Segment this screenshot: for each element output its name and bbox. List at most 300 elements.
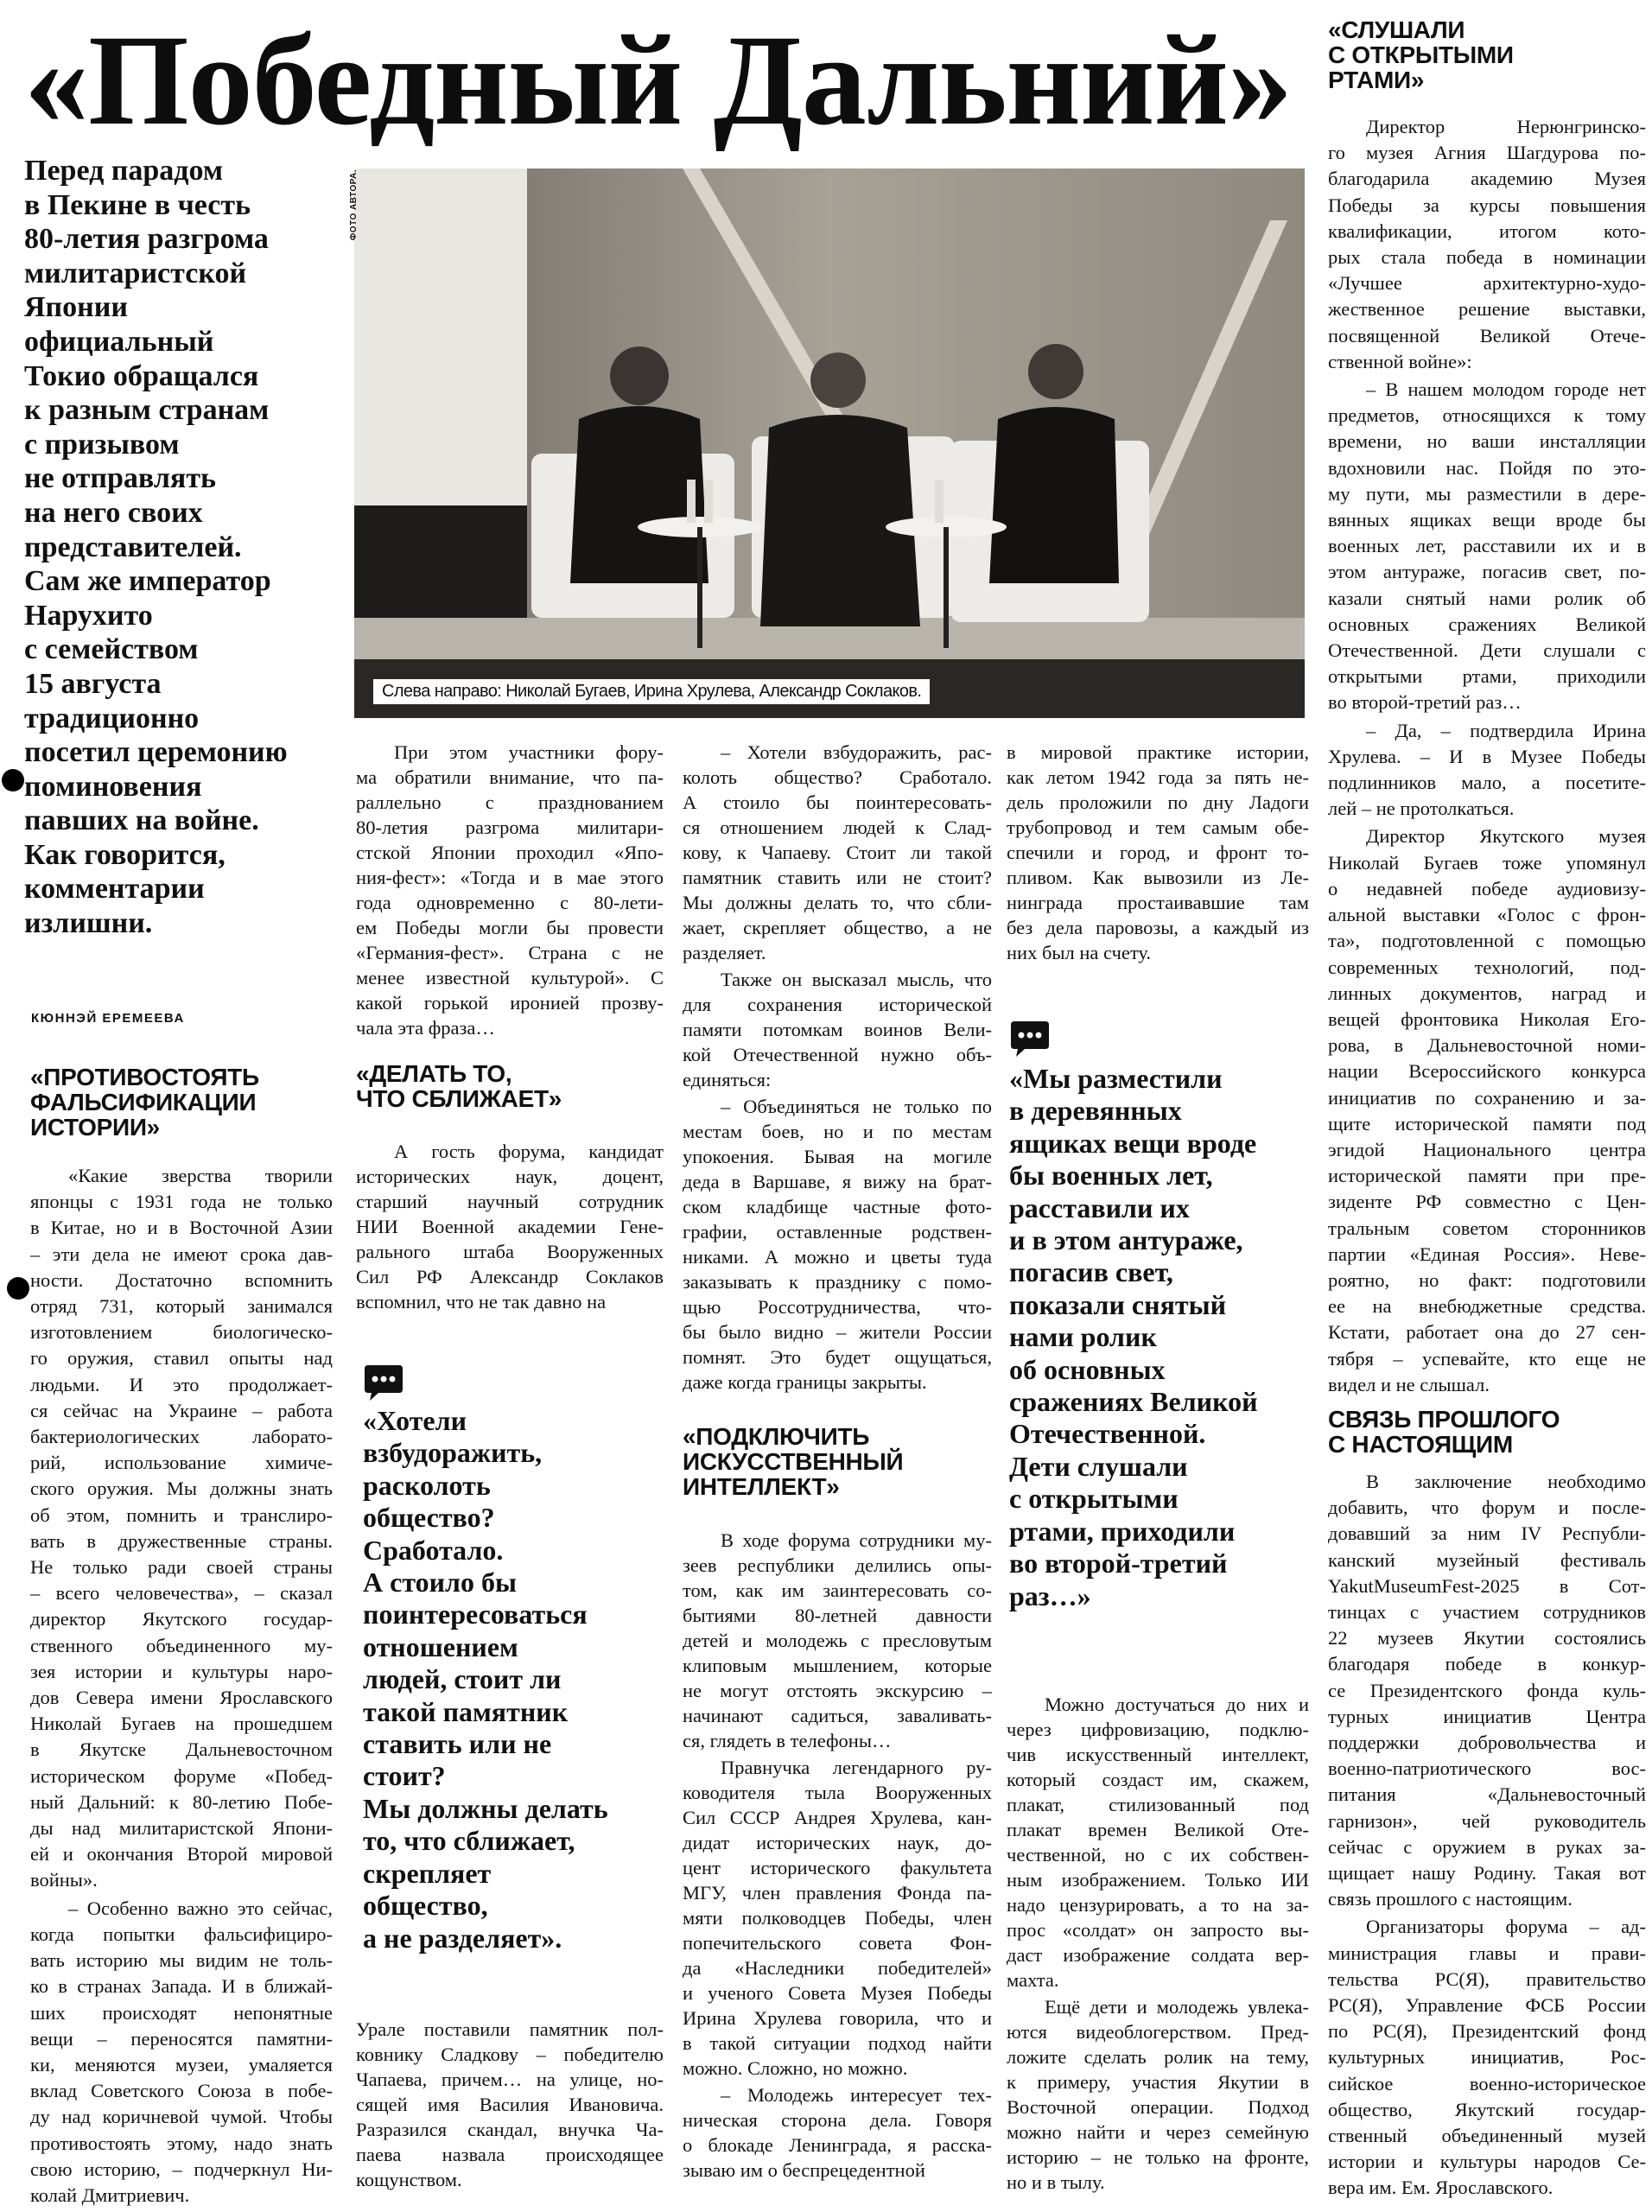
text-line: спечили и город, и фронт то- bbox=[1007, 842, 1309, 863]
article-photo bbox=[354, 168, 1305, 718]
text-line: вещей фронтовика Николая Его- bbox=[1328, 1007, 1646, 1030]
text-line: «Мы разместили bbox=[1009, 1063, 1223, 1094]
text-line: альной выставки «Голос с фрон- bbox=[1328, 904, 1646, 926]
text-line: рий, использование химиче- bbox=[30, 1452, 333, 1474]
text-line: дов Севера имени Ярославского bbox=[30, 1687, 333, 1709]
text-line: дидат исторических наук, до- bbox=[683, 1832, 992, 1853]
paragraph bbox=[30, 1163, 333, 1894]
text-line: нами ролик bbox=[1009, 1321, 1157, 1353]
text-line: надо цензурировать, а то на за- bbox=[1007, 1894, 1309, 1916]
paragraph bbox=[1328, 718, 1646, 823]
text-line: во второй-третий bbox=[1009, 1548, 1228, 1580]
text-line: предметов, относящихся к тому bbox=[1328, 404, 1646, 427]
text-line: раллельно с празднованием bbox=[356, 791, 664, 813]
text-line: военно-патриотического вос- bbox=[1328, 1758, 1646, 1780]
text-line: плакат времен Великой Оте- bbox=[1007, 1819, 1309, 1840]
punch-hole bbox=[7, 1277, 29, 1300]
text-line: ным изображением. Только ИИ bbox=[1007, 1869, 1309, 1891]
text-line: – Молодежь интересует тех- bbox=[721, 2084, 992, 2106]
text-line: «Германия-фест». Страна с не bbox=[356, 942, 664, 963]
text-line: раз…» bbox=[1009, 1580, 1091, 1611]
text-line: Сил РФ Александр Соклаков bbox=[356, 1266, 664, 1287]
text-line: противостоять этому, надо знать bbox=[30, 2132, 333, 2154]
text-line: Разразился скандал, внучка Ча- bbox=[356, 2119, 664, 2140]
text-line: – Объединяться не только по bbox=[721, 1096, 992, 1117]
text-line: не могут отстоять экскурсию – bbox=[683, 1680, 992, 1701]
text-line: милитаристской bbox=[24, 257, 247, 289]
paragraph bbox=[1328, 114, 1646, 375]
text-line: для сохранения исторической bbox=[683, 994, 992, 1015]
text-line: – Хотели взбудоражить, рас- bbox=[721, 741, 992, 763]
text-line: людей, стоит ли bbox=[363, 1663, 562, 1695]
text-line: ководителя тыла Вооруженных bbox=[683, 1782, 992, 1803]
text-line: можно найти и через семейную bbox=[1007, 2121, 1309, 2143]
text-line: открытыми ртами, приходили bbox=[1328, 665, 1646, 688]
text-line: инициатив по сохранению и за- bbox=[1328, 1086, 1646, 1109]
text-line: бактериологических лаборато- bbox=[30, 1426, 333, 1448]
text-line: рова, в Дальневосточной номи- bbox=[1328, 1034, 1646, 1057]
text-line: менее известной культурой». С bbox=[356, 967, 664, 988]
text-line: тинцах с участием сотрудников bbox=[1328, 1601, 1646, 1624]
text-line: 22 музеев Якутии состоялись bbox=[1328, 1627, 1646, 1649]
text-line: даже когда границы закрыты. bbox=[683, 1371, 927, 1393]
text-line: то, что сближает, bbox=[363, 1825, 575, 1857]
text-line: в Китае, но и в Восточной Азии bbox=[30, 1217, 333, 1239]
text-line: том, как им заинтересовать со- bbox=[683, 1580, 992, 1601]
text-line: общество, Якутский государ- bbox=[1328, 2098, 1646, 2120]
text-line: 15 августа bbox=[24, 667, 162, 700]
text-line: поминовения bbox=[24, 770, 202, 803]
text-line: войны». bbox=[30, 1869, 98, 1891]
text-line: взбудоражить, bbox=[363, 1437, 543, 1469]
text-line: лей – не протолкаться. bbox=[1328, 798, 1515, 820]
text-line: С ОТКРЫТЫМИ bbox=[1328, 41, 1514, 68]
text-line: Как говорится, bbox=[24, 838, 226, 871]
text-line: РС(Я), Управление ФСБ России bbox=[1328, 1994, 1646, 2017]
text-line: паева назвала происходящее bbox=[356, 2144, 664, 2165]
text-line: к разным странам bbox=[24, 394, 270, 427]
text-line: «ПРОТИВОСТОЯТЬ bbox=[30, 1064, 259, 1090]
text-line: показали снятый bbox=[1009, 1288, 1227, 1320]
text-line: ются видеоблогерством. Пред- bbox=[1007, 2021, 1309, 2043]
paragraph bbox=[683, 1755, 992, 2081]
text-line: колоть общество? Сработало. bbox=[683, 766, 992, 788]
text-line: Отечественной. Дети слушали с bbox=[1328, 639, 1646, 662]
text-line: вдохновили нас. Пойдя по это- bbox=[1328, 456, 1646, 479]
article-column-5-text bbox=[1328, 114, 1646, 1400]
text-line: прос «солдат» он запросто вы- bbox=[1007, 1919, 1309, 1941]
paragraph bbox=[1328, 17, 1646, 92]
text-line: расколоть bbox=[363, 1469, 491, 1501]
paragraph bbox=[356, 740, 664, 1040]
text-line: об этом, помнить и транслиро- bbox=[30, 1503, 333, 1526]
text-line: бытиями 80-летней давности bbox=[683, 1605, 992, 1626]
text-line: начинают садиться, заваливать- bbox=[683, 1705, 992, 1726]
text-line: В заключение необходимо bbox=[1366, 1471, 1646, 1492]
text-line: Чапаева, причем… на улице, но- bbox=[356, 2069, 664, 2090]
text-line: ФАЛЬСИФИКАЦИИ bbox=[30, 1089, 257, 1116]
text-line: исторической памяти при пре- bbox=[1328, 1165, 1646, 1187]
text-line: директор Якутского государ- bbox=[30, 1608, 333, 1630]
text-line: который создаст им, скажем, bbox=[1007, 1769, 1309, 1790]
text-line: А стоило бы bbox=[363, 1567, 517, 1599]
text-line: нинграда простаивавшие там bbox=[1007, 892, 1309, 913]
paragraph bbox=[1328, 377, 1646, 716]
text-line: министрация главы и прави- bbox=[1328, 1942, 1646, 1964]
text-line: Директор Якутского музея bbox=[1366, 825, 1646, 848]
paragraph bbox=[1007, 1994, 1309, 2195]
text-line: роятно, но факт: подготовили bbox=[1328, 1268, 1646, 1291]
text-line: посетил церемонию bbox=[24, 736, 288, 769]
text-line: Мы должны делать то, что сбли- bbox=[683, 892, 992, 913]
text-line: Восточной операции. Подход bbox=[1007, 2096, 1309, 2118]
text-line: ся сейчас на Украине – работа bbox=[30, 1399, 333, 1421]
text-line: этом антураже, погасив свет, по- bbox=[1328, 561, 1646, 583]
text-line: дель проложили по дну Ладоги bbox=[1007, 791, 1309, 813]
text-line: Сам же император bbox=[24, 565, 271, 598]
text-line: Директор Нерюнгринско- bbox=[1366, 116, 1646, 137]
text-line: «Лучшее архитектурно-худо- bbox=[1328, 272, 1646, 295]
text-line: ду над коричневой чумой. Чтобы bbox=[30, 2106, 333, 2128]
text-line: щите исторической памяти под bbox=[1328, 1112, 1646, 1135]
paragraph bbox=[683, 740, 992, 965]
text-line: традиционно bbox=[24, 702, 200, 734]
text-line: ЧТО СБЛИЖАЕТ» bbox=[356, 1085, 562, 1112]
text-line: упокоения. Бывая на могиле bbox=[683, 1146, 992, 1167]
text-line: ды над милитаристской Япони- bbox=[30, 1817, 333, 1840]
text-line: памятник ставить или не стоит? bbox=[683, 867, 992, 888]
text-line: квалификации, итогом кото- bbox=[1328, 219, 1646, 242]
text-line: колай Дмитриевич. bbox=[30, 2183, 190, 2206]
text-line: стской Японии проходил «Япо- bbox=[356, 842, 664, 863]
text-line: ма обратили внимание, что па- bbox=[356, 766, 664, 788]
paragraph bbox=[1328, 1914, 1646, 2201]
text-line: и в этом антураже, bbox=[1009, 1224, 1243, 1256]
text-line: РТАМИ» bbox=[1328, 67, 1425, 93]
text-line: детей и молодежь с пресловутым bbox=[683, 1630, 992, 1651]
text-line: зеев республики делились опы- bbox=[683, 1554, 992, 1576]
text-line: а не разделяет». bbox=[363, 1922, 562, 1954]
text-line: можно. Сложно, но можно. bbox=[683, 2057, 908, 2079]
text-line: вать историю мы видим не толь- bbox=[30, 1949, 333, 1972]
text-line: го музея Агния Шагдурова по- bbox=[1328, 142, 1646, 164]
text-line: старший научный сотрудник bbox=[356, 1191, 664, 1212]
text-line: рых стала победа в номинации bbox=[1328, 246, 1646, 269]
text-line: «СЛУШАЛИ bbox=[1328, 16, 1465, 43]
text-line: кой Отечественной нужно объ- bbox=[683, 1044, 992, 1065]
subheading bbox=[1328, 17, 1646, 92]
text-line: Нарухито bbox=[24, 599, 153, 632]
text-line: через цифровизацию, подклю- bbox=[1007, 1719, 1309, 1740]
text-line: зиденте РФ совместно с Цен- bbox=[1328, 1191, 1646, 1213]
text-line: общество? bbox=[363, 1502, 495, 1534]
text-line: в Якутске Дальневосточном bbox=[30, 1738, 333, 1761]
article-column-2-text bbox=[356, 2017, 664, 2194]
paragraph bbox=[356, 2017, 664, 2192]
article-column-4-text bbox=[1007, 740, 1309, 967]
text-line: местам боев, но и по местам bbox=[683, 1121, 992, 1142]
text-line: казали снятый нами ролик об bbox=[1328, 587, 1646, 609]
text-line: излишни. bbox=[24, 907, 153, 940]
text-line: с призывом bbox=[24, 428, 180, 461]
text-line: людьми. И это продолжает- bbox=[30, 1373, 333, 1395]
text-line: жает, скрепляет общество, а не bbox=[683, 917, 992, 938]
punch-hole bbox=[2, 769, 24, 791]
text-line: тельства РС(Я), правительство bbox=[1328, 1967, 1646, 1990]
text-line: Правнучка легендарного ру- bbox=[721, 1757, 992, 1778]
text-line: плакат, стилизованный под bbox=[1007, 1794, 1309, 1815]
text-line: ей и окончания Второй мировой bbox=[30, 1843, 333, 1866]
article-column-3-text bbox=[683, 740, 992, 1396]
text-line: ее на внебюджетные средства. bbox=[1328, 1295, 1646, 1318]
text-line: на него своих bbox=[24, 496, 203, 529]
text-line: скрепляет bbox=[363, 1857, 492, 1889]
text-line: зея истории и культуры наро- bbox=[30, 1660, 333, 1682]
text-line: Перед парадом bbox=[24, 155, 223, 187]
text-line: историческом форуме «Побед- bbox=[30, 1764, 333, 1787]
text-line: та», подготовленной с помощью bbox=[1328, 930, 1646, 952]
text-line: Победы за курсы повышения bbox=[1328, 194, 1646, 216]
text-line: помнят. Это будет ощущаться, bbox=[683, 1346, 992, 1368]
text-line: свою историю, – подчеркнул Ни- bbox=[30, 2158, 333, 2180]
article-column-3-text bbox=[683, 1528, 992, 2184]
text-line: зываю им о беспрецедентной bbox=[683, 2159, 925, 2181]
text-line: ртами, приходили bbox=[1009, 1515, 1236, 1547]
text-line: ших происходят непонятные bbox=[30, 2001, 333, 2024]
text-line: жественное решение выставки, bbox=[1328, 298, 1646, 321]
text-line: вать в дружественные страны. bbox=[30, 1529, 333, 1552]
text-line: к примеру, участия Якутии в bbox=[1007, 2071, 1309, 2093]
text-line: отношением bbox=[363, 1630, 518, 1662]
article-column-2-text bbox=[356, 1139, 664, 1316]
text-line: исторических наук, доцент, bbox=[356, 1166, 664, 1187]
article-column-5-text bbox=[1328, 1469, 1646, 2203]
headline: «Победный Дальний» bbox=[24, 9, 1292, 152]
text-line: ническая сторона дела. Говоря bbox=[683, 2109, 992, 2131]
text-line: сийское военно-историческое bbox=[1328, 2072, 1646, 2094]
paragraph bbox=[1009, 1063, 1312, 1612]
text-line: погасив свет, bbox=[1009, 1256, 1173, 1288]
paragraph bbox=[1007, 1692, 1309, 1993]
text-line: – В нашем молодом городе нет bbox=[1366, 378, 1646, 401]
text-line: партии «Единая Россия». Неве- bbox=[1328, 1243, 1646, 1265]
text-line: изготовлением биологическо- bbox=[30, 1321, 333, 1344]
text-line: да «Наследники победителей» bbox=[683, 1957, 992, 1979]
text-line: историю – не только на фронте, bbox=[1007, 2146, 1309, 2168]
text-line: в такой ситуации подход найти bbox=[683, 2032, 992, 2054]
text-line: ем Победы могли бы провести bbox=[356, 917, 664, 938]
text-line: трубопровод и тем самым обе- bbox=[1007, 817, 1309, 838]
text-line: го оружия, ставил опыты над bbox=[30, 1347, 333, 1370]
text-line: се Президентского фонда куль- bbox=[1328, 1679, 1646, 1701]
text-line: эгидой Национального центра bbox=[1328, 1138, 1646, 1160]
text-line: «ДЕЛАТЬ ТО, bbox=[356, 1060, 512, 1087]
text-line: ственного объединенного му- bbox=[30, 1634, 333, 1656]
text-line: «Хотели bbox=[363, 1405, 467, 1436]
paragraph bbox=[356, 1061, 664, 1111]
text-line: никами. А можно и цветы туда bbox=[683, 1246, 992, 1268]
text-line: и ученого Совета Музея Победы bbox=[683, 1982, 992, 2004]
pull-quote bbox=[1009, 1063, 1312, 1612]
text-line: поддержки добровольчества и bbox=[1328, 1732, 1646, 1754]
text-line: кощунством. bbox=[356, 2169, 462, 2190]
text-line: о блокаде Ленинграда, я расска- bbox=[683, 2134, 992, 2156]
text-line: стоит? bbox=[363, 1760, 446, 1792]
text-line: ского оружия. Мы должны знать bbox=[30, 1478, 333, 1500]
speech-bubble-icon bbox=[1009, 1020, 1051, 1058]
text-line: Кстати, работает она до 27 сен- bbox=[1328, 1321, 1646, 1344]
text-line: Сил СССР Андрея Хрулева, кан- bbox=[683, 1807, 992, 1828]
text-line: памяти потомкам воинов Вели- bbox=[683, 1019, 992, 1040]
text-line: сящей имя Василия Ивановича. bbox=[356, 2094, 664, 2115]
text-line: С НАСТОЯЩИМ bbox=[1328, 1431, 1513, 1458]
text-line: основных сражениях Великой bbox=[1328, 613, 1646, 635]
text-line: – Да, – подтвердила Ирина bbox=[1366, 719, 1646, 741]
text-line: официальный bbox=[24, 325, 214, 358]
lead-paragraph bbox=[24, 154, 335, 941]
text-line: Также он высказал мысль, что bbox=[721, 969, 992, 990]
paragraph bbox=[683, 1094, 992, 1395]
text-line: современных технологий, под- bbox=[1328, 956, 1646, 978]
text-line: разделяет. bbox=[683, 942, 766, 963]
text-line: гарнизон», чей руководитель bbox=[1328, 1809, 1646, 1832]
text-line: ся, глядеть в телефоны… bbox=[683, 1730, 892, 1751]
author-byline: КЮННЭЙ ЕРЕМЕЕВА bbox=[31, 1011, 185, 1026]
text-line: ственной войне»: bbox=[1328, 350, 1472, 372]
subheading bbox=[1328, 1407, 1646, 1457]
text-line: чественной, но с их собствен- bbox=[1007, 1844, 1309, 1866]
text-line: с семейством bbox=[24, 633, 199, 666]
text-line: когда попытки фальсифициро- bbox=[30, 1923, 333, 1945]
text-line: При этом участники фору- bbox=[394, 741, 664, 763]
text-line: ственный объединенный музей bbox=[1328, 2125, 1646, 2147]
text-line: В ходе форума сотрудники му- bbox=[721, 1529, 992, 1551]
pull-quote bbox=[363, 1405, 665, 1955]
text-line: нации Всероссийского конкурса bbox=[1328, 1060, 1646, 1083]
text-line: Ирина Хрулева говорила, что и bbox=[683, 2007, 992, 2029]
paragraph bbox=[683, 967, 992, 1092]
paragraph bbox=[363, 1405, 665, 1955]
text-line: ИНТЕЛЛЕКТ» bbox=[683, 1473, 840, 1500]
text-line: попечительского совета Фон- bbox=[683, 1932, 992, 1954]
text-line: 80-летия разгрома милитари- bbox=[356, 817, 664, 838]
text-line: общество, bbox=[363, 1890, 488, 1922]
text-line: ко в странах Запада. И в ближай- bbox=[30, 1975, 333, 1998]
text-line: Хрулева. – И в Музее Победы bbox=[1328, 745, 1646, 767]
text-line: НИИ Военной академии Гене- bbox=[356, 1216, 664, 1237]
text-line: них был на счету. bbox=[1007, 942, 1152, 963]
text-line: А стоило бы поинтересовать- bbox=[683, 791, 992, 813]
text-line: посвященной Великой Отече- bbox=[1328, 324, 1646, 346]
text-line: Японии bbox=[24, 291, 128, 324]
photo-credit: ФОТО АВТОРА. bbox=[349, 169, 359, 241]
text-line: бы военных лет, bbox=[1009, 1160, 1213, 1192]
speech-bubble-icon bbox=[363, 1363, 404, 1402]
text-line: военных лет, расставили их и в bbox=[1328, 535, 1646, 557]
text-line: ковнику Сладкову – победителю bbox=[356, 2044, 664, 2065]
text-line: по РС(Я), Президентский фонд bbox=[1328, 2020, 1646, 2043]
text-line: Николай Бугаев на прошедшем bbox=[30, 1713, 333, 1735]
text-line: истории и культуры народов Се- bbox=[1328, 2151, 1646, 2173]
text-line: Мы должны делать bbox=[363, 1792, 608, 1824]
text-line: линных документов, наград и bbox=[1328, 982, 1646, 1004]
article-column-1 bbox=[30, 1163, 333, 2210]
text-line: Не только ради своей страны bbox=[30, 1556, 333, 1579]
text-line: Николай Бугаев тоже упомянул bbox=[1328, 851, 1646, 874]
text-line: представителей. bbox=[24, 531, 242, 563]
paragraph bbox=[24, 154, 335, 941]
text-line: времени, но ваши инсталляции bbox=[1328, 430, 1646, 453]
text-line: вещи – переносятся памятни- bbox=[30, 2027, 333, 2050]
paragraph bbox=[683, 2082, 992, 2183]
text-line: отряд 731, который занимался bbox=[30, 1295, 333, 1318]
text-line: вянных ящиках вещи вроде бы bbox=[1328, 509, 1646, 531]
text-line: Токио обращался bbox=[24, 359, 259, 392]
text-line: вспомнил, что не так давно на bbox=[356, 1291, 607, 1313]
paragraph bbox=[356, 1139, 664, 1314]
text-line: Отечественной. bbox=[1009, 1418, 1206, 1450]
text-line: Дети слушали bbox=[1009, 1450, 1188, 1482]
text-line: с открытыми bbox=[1009, 1483, 1179, 1515]
text-line: бы было видно – жители России bbox=[683, 1321, 992, 1343]
text-line: тральным советом сторонников bbox=[1328, 1217, 1646, 1239]
text-line: такой памятник bbox=[363, 1695, 569, 1727]
text-line: тября – успевайте, кто еще не bbox=[1328, 1347, 1646, 1370]
text-line: благодарила академию Музея bbox=[1328, 168, 1646, 190]
text-line: ки, меняются музеи, умаляется bbox=[30, 2053, 333, 2075]
article-column-4-text bbox=[1007, 1692, 1309, 2196]
text-line: ставить или не bbox=[363, 1728, 552, 1760]
text-line: графии, оставленные родствен- bbox=[683, 1221, 992, 1243]
text-line: в мировой практике истории, bbox=[1007, 741, 1309, 763]
text-line: года одновременно с 80-лети- bbox=[356, 892, 664, 913]
text-line: какой горькой иронией прозву- bbox=[356, 992, 664, 1014]
text-line: кову, к Чапаеву. Стоит ли такой bbox=[683, 842, 992, 863]
text-line: комментарии bbox=[24, 873, 205, 906]
text-line: видел и не слышал. bbox=[1328, 1373, 1490, 1395]
text-line: му пути, мы разместили в дере- bbox=[1328, 482, 1646, 505]
text-line: ся отношением людей к Слад- bbox=[683, 817, 992, 838]
subheading bbox=[683, 1424, 992, 1499]
text-line: без дела паровозы, а каждый из bbox=[1007, 917, 1309, 938]
text-line: – эти дела не имеют срока дав- bbox=[30, 1243, 333, 1265]
subheading bbox=[356, 1061, 664, 1111]
text-line: японцы с 1931 года не только bbox=[30, 1191, 333, 1213]
text-line: мяти полководцев Победы, член bbox=[683, 1907, 992, 1929]
text-line: ности. Достаточно вспомнить bbox=[30, 1268, 333, 1291]
text-line: цент исторического факультета bbox=[683, 1857, 992, 1878]
text-line: ИСТОРИИ» bbox=[30, 1114, 160, 1141]
text-line: поинтересоваться bbox=[363, 1599, 588, 1630]
subheading bbox=[30, 1065, 333, 1140]
text-line: Сработало. bbox=[363, 1534, 504, 1566]
text-line: не отправлять bbox=[24, 462, 216, 495]
text-line: связь прошлого с настоящим. bbox=[1328, 1888, 1573, 1910]
text-line: щью Россотрудничества, что- bbox=[683, 1296, 992, 1318]
text-line: Урале поставили памятник пол- bbox=[356, 2018, 664, 2040]
paragraph bbox=[683, 1528, 992, 1753]
text-line: турных инициатив Центра bbox=[1328, 1705, 1646, 1727]
text-line: ском кладбище частные фото- bbox=[683, 1196, 992, 1217]
text-line: МГУ, член правления Фонда па- bbox=[683, 1882, 992, 1904]
text-line: Ещё дети и молодежь увлека- bbox=[1045, 1996, 1309, 2018]
text-line: довавший за ним IV Республи- bbox=[1328, 1522, 1646, 1545]
text-line: СВЯЗЬ ПРОШЛОГО bbox=[1328, 1406, 1560, 1433]
text-line: 80-летия разгрома bbox=[24, 223, 269, 256]
text-line: сейчас с оружием в руках за- bbox=[1328, 1835, 1646, 1858]
text-line: но и в тылу. bbox=[1007, 2171, 1105, 2193]
text-line: «ПОДКЛЮЧИТЬ bbox=[683, 1423, 870, 1450]
